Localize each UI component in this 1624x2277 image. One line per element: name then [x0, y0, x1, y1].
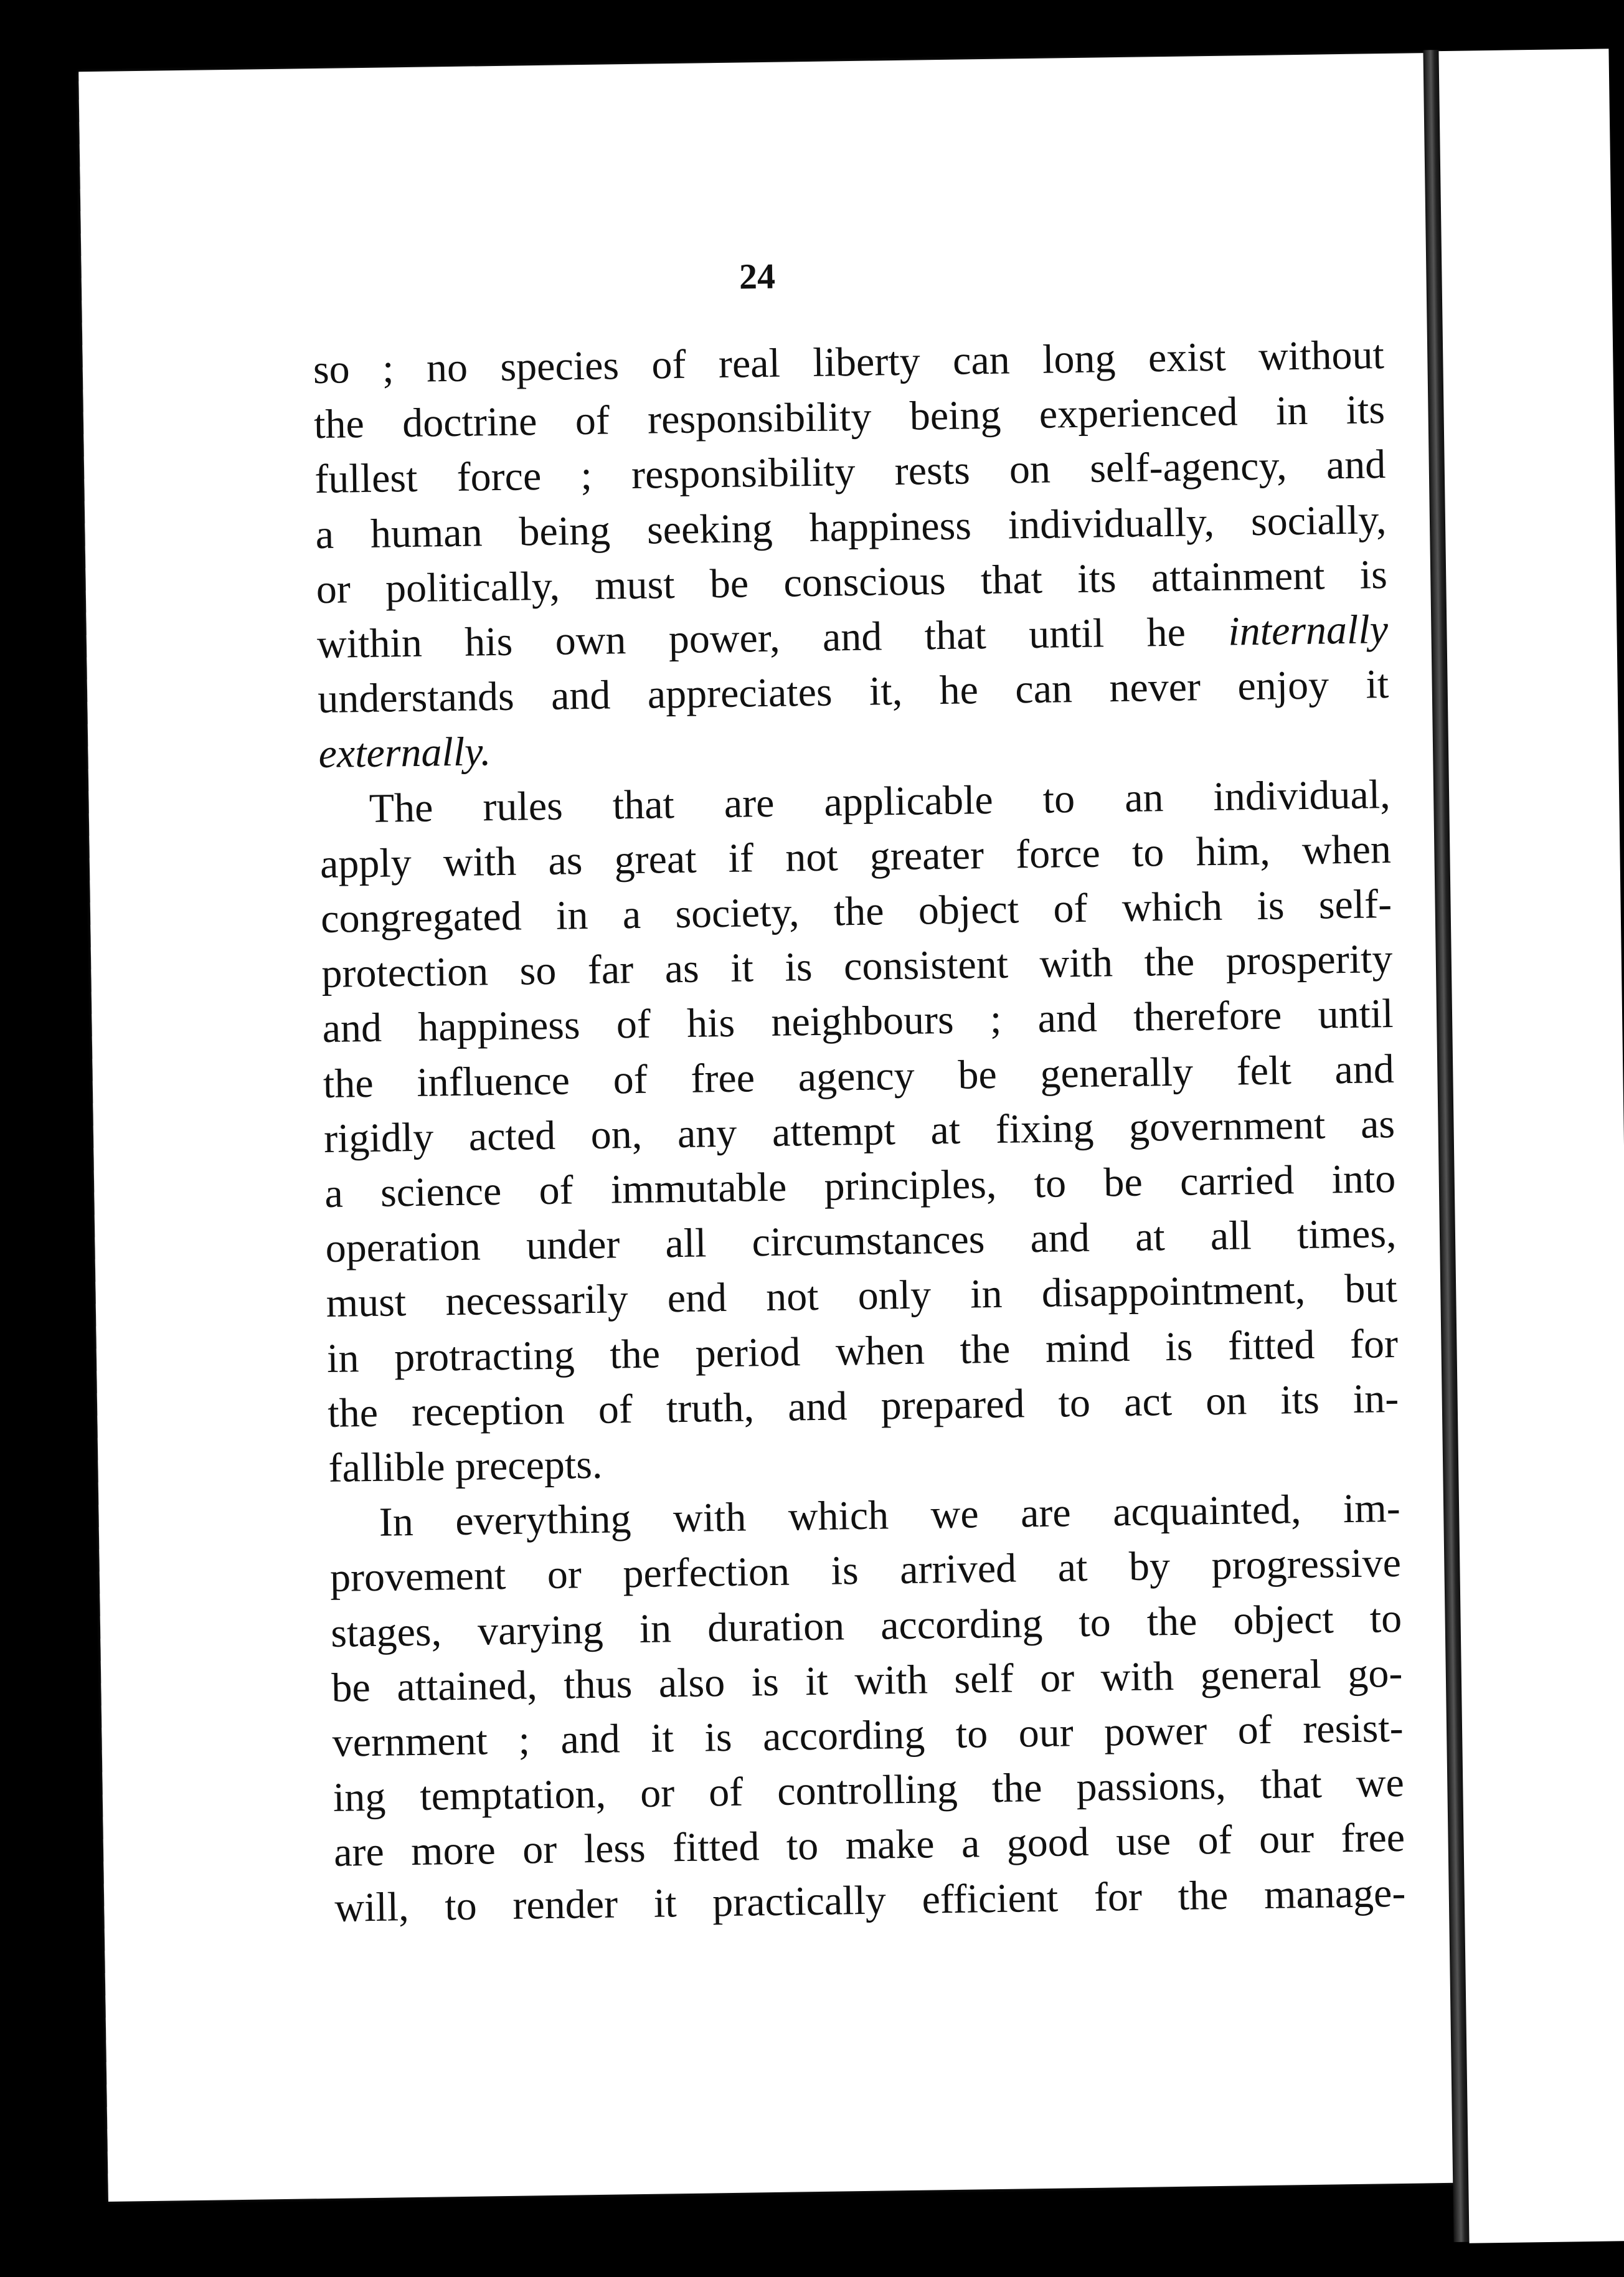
page-number: 24: [739, 255, 776, 297]
text-line: vernment ; and it is according to our power of resist-: [332, 1705, 1404, 1766]
text-line: fallible precepts.: [328, 1441, 603, 1491]
text-segment: within his own power, and that until he: [316, 609, 1186, 668]
text-line: understands and appreciates it, he can never enjoy it: [317, 661, 1389, 722]
book-page: [78, 53, 1460, 2202]
text-line: must necessarily end not only in disappointment, but: [326, 1266, 1398, 1327]
text-line: a science of immutable principles, to be carried into: [324, 1156, 1396, 1217]
text-line: stages, varying in duration according to the object to: [330, 1595, 1402, 1656]
text-line: fullest force ; responsibility rests on self-agency, and: [314, 442, 1386, 503]
text-line: or politically, must be conscious that its attainment is: [316, 551, 1388, 612]
emphasis-text: externally.: [318, 729, 491, 777]
facing-page: [1438, 49, 1624, 2243]
text-line: operation under all circumstances and at all times,: [325, 1211, 1397, 1272]
text-line: ing temptation, or of controlling the passions, that we: [333, 1760, 1405, 1821]
text-line: in protracting the period when the mind is fitted for: [326, 1320, 1399, 1381]
text-line: the reception of truth, and prepared to act on its in-: [327, 1375, 1399, 1436]
text-line: protection so far as it is consistent with the prosperity: [321, 936, 1393, 997]
text-line: are more or less fitted to make a good use of our free: [333, 1815, 1405, 1876]
text-line: the influence of free agency be generally felt and: [323, 1046, 1395, 1107]
text-line: and happiness of his neighbours ; and therefore until: [322, 991, 1394, 1052]
text-line: provement or perfection is arrived at by progressive: [329, 1540, 1402, 1601]
body-text: [313, 328, 1406, 1936]
text-line: so ; no species of real liberty can long exist without: [313, 332, 1385, 393]
text-line: a human being seeking happiness individually, socially,: [315, 496, 1387, 557]
text-line: apply with as great if not greater force to him, when: [319, 826, 1392, 887]
text-line: In everything with which we are acquainted, im-: [379, 1485, 1401, 1546]
emphasis-text: internally: [1227, 607, 1389, 655]
text-line: rigidly acted on, any attempt at fixing government as: [323, 1101, 1395, 1162]
text-line: will, to render it practically efficient for the manage-: [334, 1870, 1406, 1931]
text-line: be attained, thus also is it with self or with general go-: [331, 1650, 1403, 1711]
text-line: the doctrine of responsibility being experienced in its: [313, 387, 1386, 448]
text-line: The rules that are applicable to an individual,: [369, 771, 1391, 831]
text-line: congregated in a society, the object of which is self-: [320, 881, 1392, 942]
